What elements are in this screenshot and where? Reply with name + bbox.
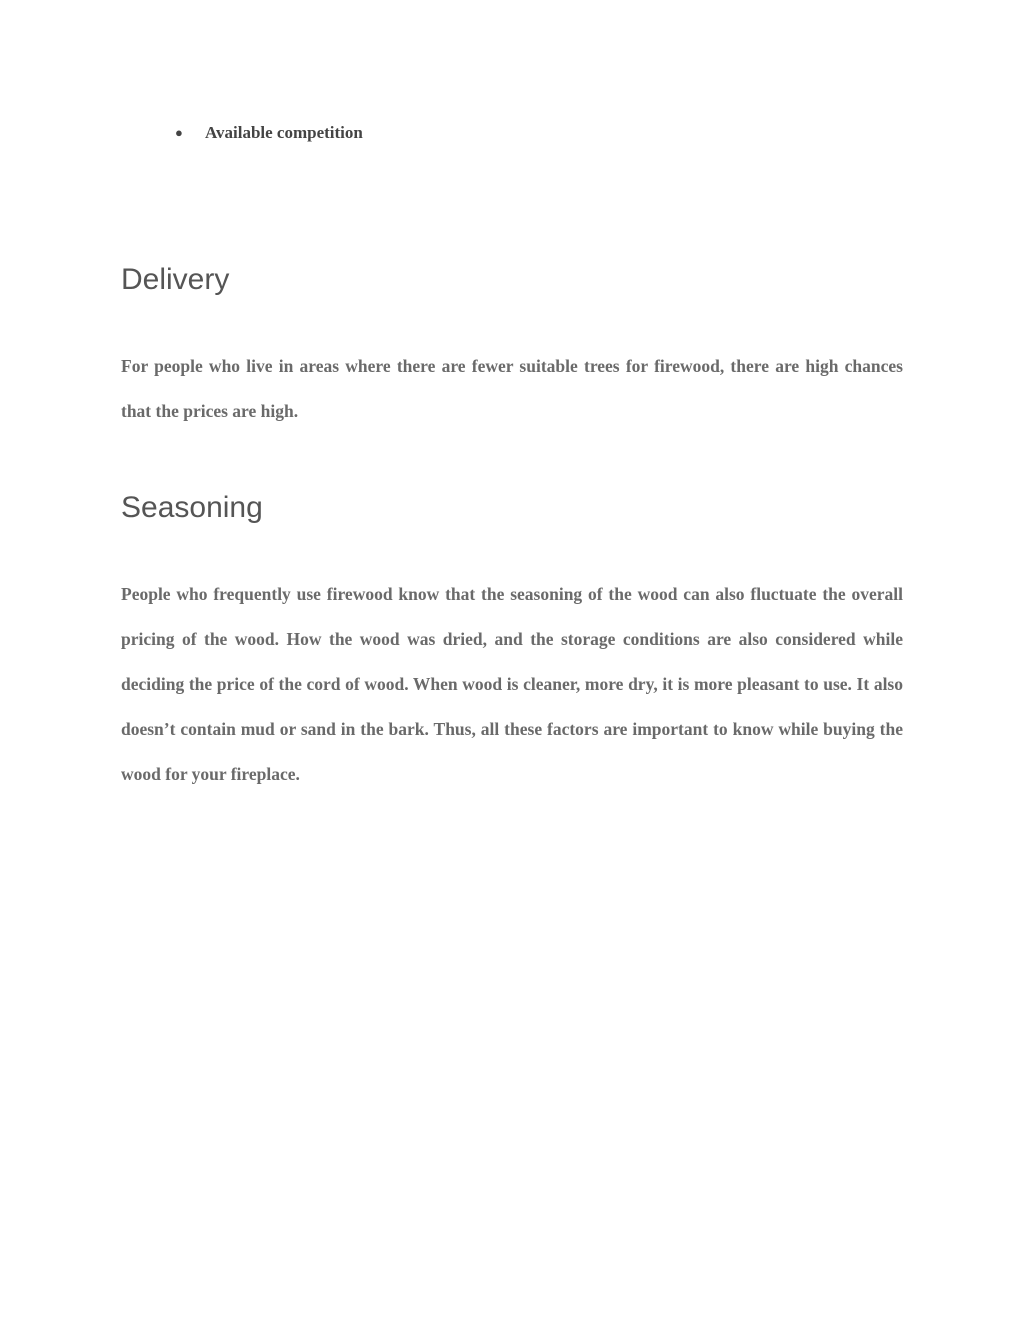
paragraph-delivery: For people who live in areas where there are fewer suitable trees for firewood, there are high chances that the prices are high. [121, 356, 903, 421]
section-heading-seasoning: Seasoning [121, 491, 263, 524]
paragraph-seasoning: People who frequently use firewood know that the seasoning of the wood can also fluctuate the overall pricing of the wood. How the wood was dried, and the storage conditions are also considered while deciding the price of the cord of wood. When wood is cleaner, more dry, it is more pleasant to use. It also doesn’t contain mud or sand in the bark. Thus, all these factors are important to know while buying the wood for your fireplace. [121, 584, 903, 784]
list-item [175, 121, 363, 145]
section-heading-delivery: Delivery [121, 263, 230, 296]
bullet-list [175, 121, 363, 145]
bullet-label: Available competition [205, 123, 363, 142]
bullet-dot-icon: ● [175, 125, 183, 140]
